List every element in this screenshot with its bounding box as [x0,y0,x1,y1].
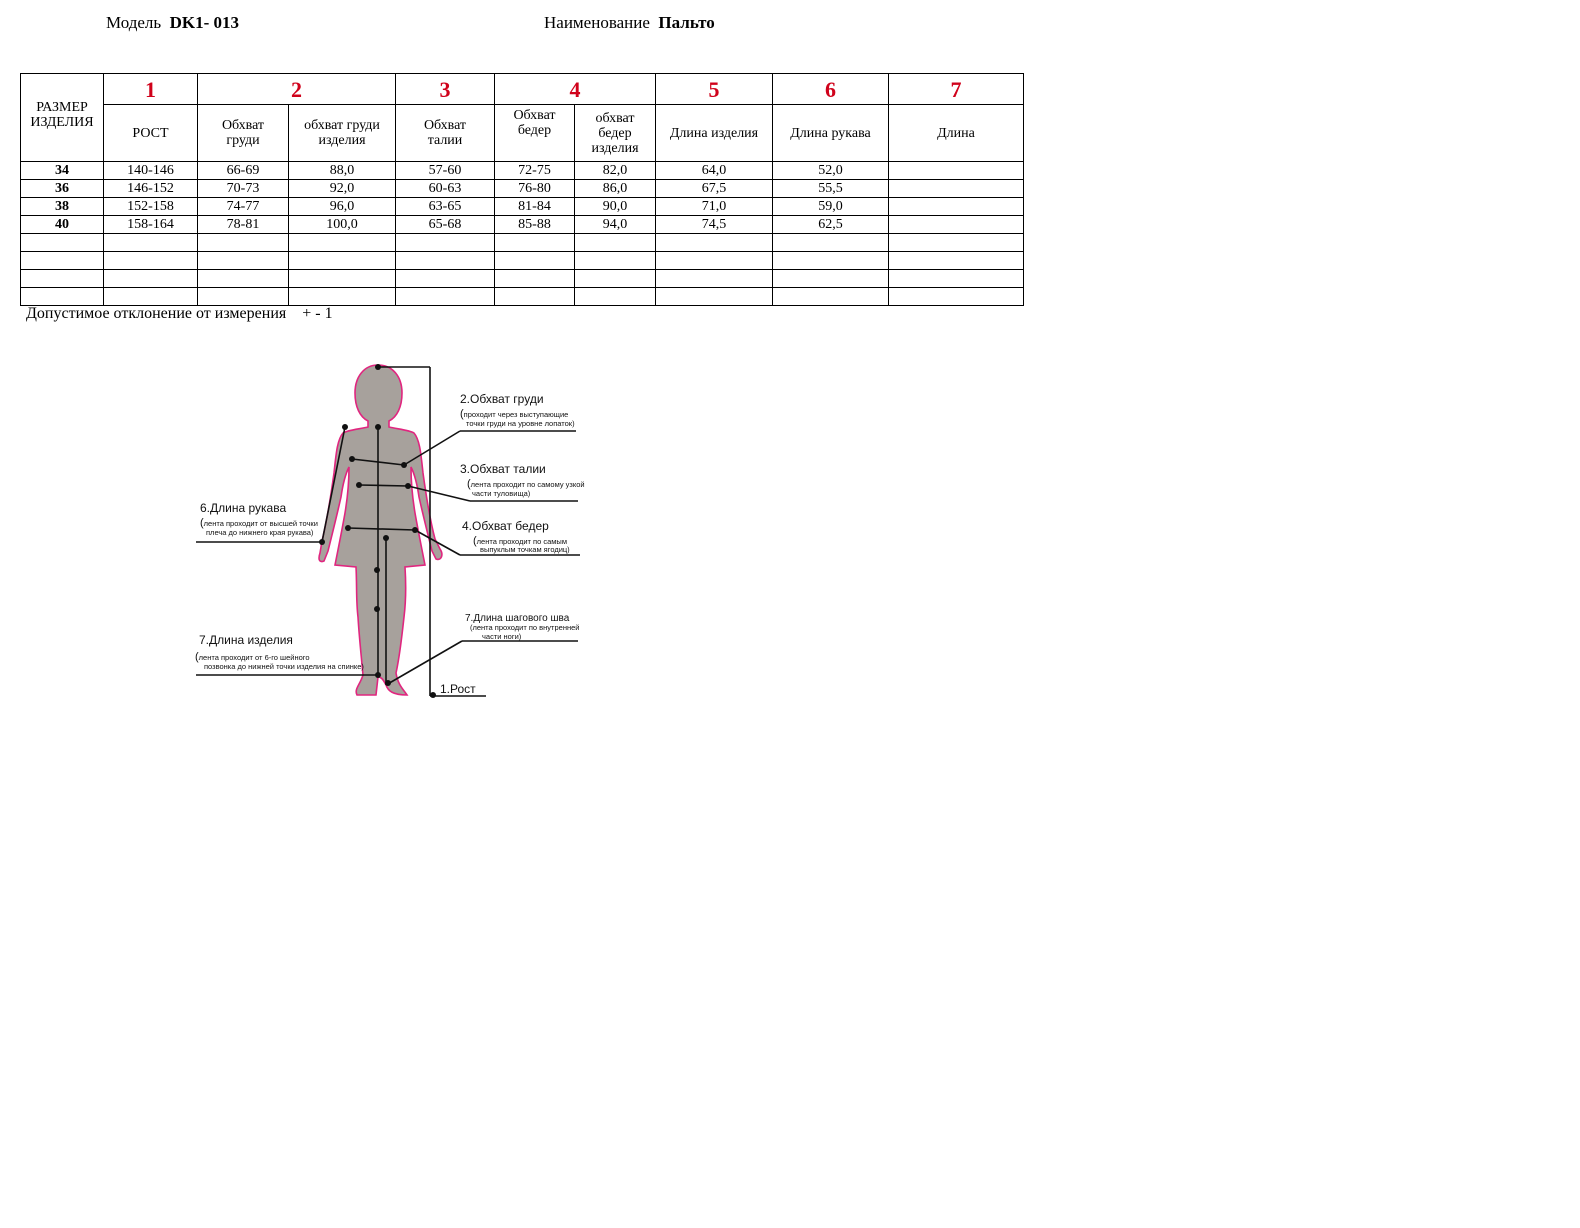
table-cell: 96,0 [289,198,396,216]
size-cell: 34 [21,162,104,180]
table-cell: 62,5 [773,216,889,234]
tolerance-value: + - 1 [302,305,333,322]
empty-cell [21,252,104,270]
empty-cell [104,252,198,270]
empty-cell [289,270,396,288]
table-cell: 86,0 [575,180,656,198]
group-number: 1 [104,74,198,105]
empty-cell [396,288,495,306]
length-note-2: позвонка до нижней точки изделия на спинке) [204,662,364,671]
model-header [106,13,239,33]
empty-cell [656,288,773,306]
table-cell: 74-77 [198,198,289,216]
column-label-dlina-rukava: Длина рукава [773,105,889,162]
column-label-rost: РОСТ [104,105,198,162]
hips-title: 4.Обхват бедер [462,519,549,533]
name-header [544,13,715,33]
chest-note-2: точки груди на уровне лопаток) [466,419,575,428]
empty-cell [889,270,1024,288]
empty-cell [396,234,495,252]
empty-cell [104,234,198,252]
empty-cell [289,288,396,306]
table-cell [889,216,1024,234]
empty-cell [396,270,495,288]
empty-cell [773,270,889,288]
column-label-obhvat-talii: Обхват талии [396,105,495,162]
table-cell: 63-65 [396,198,495,216]
table-cell [889,162,1024,180]
table-cell: 76-80 [495,180,575,198]
table-cell [889,180,1024,198]
table-cell: 78-81 [198,216,289,234]
empty-cell [198,252,289,270]
table-cell: 90,0 [575,198,656,216]
empty-table-row [21,234,1024,252]
table-cell: 72-75 [495,162,575,180]
table-cell: 88,0 [289,162,396,180]
empty-cell [575,270,656,288]
height-title: 1.Рост [440,682,476,696]
group-number: 7 [889,74,1024,105]
empty-cell [495,252,575,270]
table-cell: 64,0 [656,162,773,180]
empty-cell [773,234,889,252]
group-number: 5 [656,74,773,105]
table-cell: 67,5 [656,180,773,198]
group-number: 2 [198,74,396,105]
tolerance-label: Допустимое отклонение от измерения [26,305,287,322]
empty-cell [656,252,773,270]
waist-note-1: (лента проходит по самому узкой [467,478,585,490]
table-cell: 65-68 [396,216,495,234]
empty-cell [656,270,773,288]
group-number: 4 [495,74,656,105]
empty-cell [198,270,289,288]
group-number: 3 [396,74,495,105]
sleeve-note-1: (лента проходит от высшей точки [200,517,318,529]
empty-cell [21,270,104,288]
empty-cell [104,270,198,288]
table-cell: 140-146 [104,162,198,180]
tolerance-note [26,305,333,323]
length-title: 7.Длина изделия [199,633,293,647]
size-table-body [21,162,1024,306]
size-cell: 40 [21,216,104,234]
model-value: DK1- 013 [169,13,240,32]
column-label-obhvat-beder: Обхват бедер [495,105,575,162]
size-cell: 38 [21,198,104,216]
table-cell: 57-60 [396,162,495,180]
chest-title: 2.Обхват груди [460,392,544,406]
table-cell: 70-73 [198,180,289,198]
table-cell: 94,0 [575,216,656,234]
table-cell: 85-88 [495,216,575,234]
measurement-figure [190,355,600,705]
hips-note-2: выпуклым точкам ягодиц) [480,545,570,554]
table-cell: 74,5 [656,216,773,234]
empty-cell [198,288,289,306]
size-header-cell: РАЗМЕР ИЗДЕЛИЯ [21,74,104,162]
table-cell: 100,0 [289,216,396,234]
table-row [21,180,1024,198]
table-cell: 92,0 [289,180,396,198]
empty-cell [656,234,773,252]
table-row [21,162,1024,180]
empty-cell [889,252,1024,270]
table-cell: 152-158 [104,198,198,216]
empty-cell [396,252,495,270]
chest-note-1: (проходит через выступающие [460,408,569,420]
empty-cell [104,288,198,306]
sleeve-title: 6.Длина рукава [200,501,287,515]
column-label-dlina: Длина [889,105,1024,162]
body-silhouette [319,365,442,695]
table-cell: 82,0 [575,162,656,180]
length-note-1: (лента проходит от 6-го шейного [195,651,310,663]
table-cell: 81-84 [495,198,575,216]
table-row [21,198,1024,216]
name-value: Пальто [658,13,715,32]
column-label-dlina-izdeliya: Длина изделия [656,105,773,162]
column-label-obhvat-beder-izdeliya: обхват бедер изделия [575,105,656,162]
waist-note-2: части туловища) [472,489,531,498]
table-cell [889,198,1024,216]
empty-table-row [21,252,1024,270]
empty-cell [21,288,104,306]
table-cell: 60-63 [396,180,495,198]
empty-cell [289,252,396,270]
empty-cell [21,234,104,252]
inseam-note-1: (лента проходит по внутренней [470,623,580,632]
column-label-obhvat-grudi: Обхват груди [198,105,289,162]
empty-cell [198,234,289,252]
empty-cell [495,288,575,306]
empty-cell [889,288,1024,306]
table-cell: 66-69 [198,162,289,180]
empty-table-row [21,288,1024,306]
table-cell: 52,0 [773,162,889,180]
empty-cell [495,270,575,288]
table-row [21,216,1024,234]
empty-cell [773,252,889,270]
sleeve-note-2: плеча до нижнего края рукава) [206,528,314,537]
column-label-row [21,105,1024,162]
table-cell: 158-164 [104,216,198,234]
name-label: Наименование [544,13,650,32]
waist-title: 3.Обхват талии [460,462,546,476]
table-cell: 59,0 [773,198,889,216]
table-cell: 55,5 [773,180,889,198]
empty-cell [773,288,889,306]
empty-cell [575,252,656,270]
empty-cell [575,234,656,252]
empty-cell [289,234,396,252]
group-number-row [21,74,1024,105]
empty-cell [575,288,656,306]
group-number: 6 [773,74,889,105]
empty-cell [889,234,1024,252]
hips-note-1: (лента проходит по самым [473,535,567,547]
inseam-title: 7.Длина шагового шва [465,613,570,624]
empty-cell [495,234,575,252]
table-cell: 146-152 [104,180,198,198]
size-table [20,73,1024,306]
model-label: Модель [106,13,162,32]
inseam-note-2: части ноги) [482,632,522,641]
size-cell: 36 [21,180,104,198]
column-label-obhvat-grudi-izdeliya: обхват груди изделия [289,105,396,162]
table-cell: 71,0 [656,198,773,216]
empty-table-row [21,270,1024,288]
